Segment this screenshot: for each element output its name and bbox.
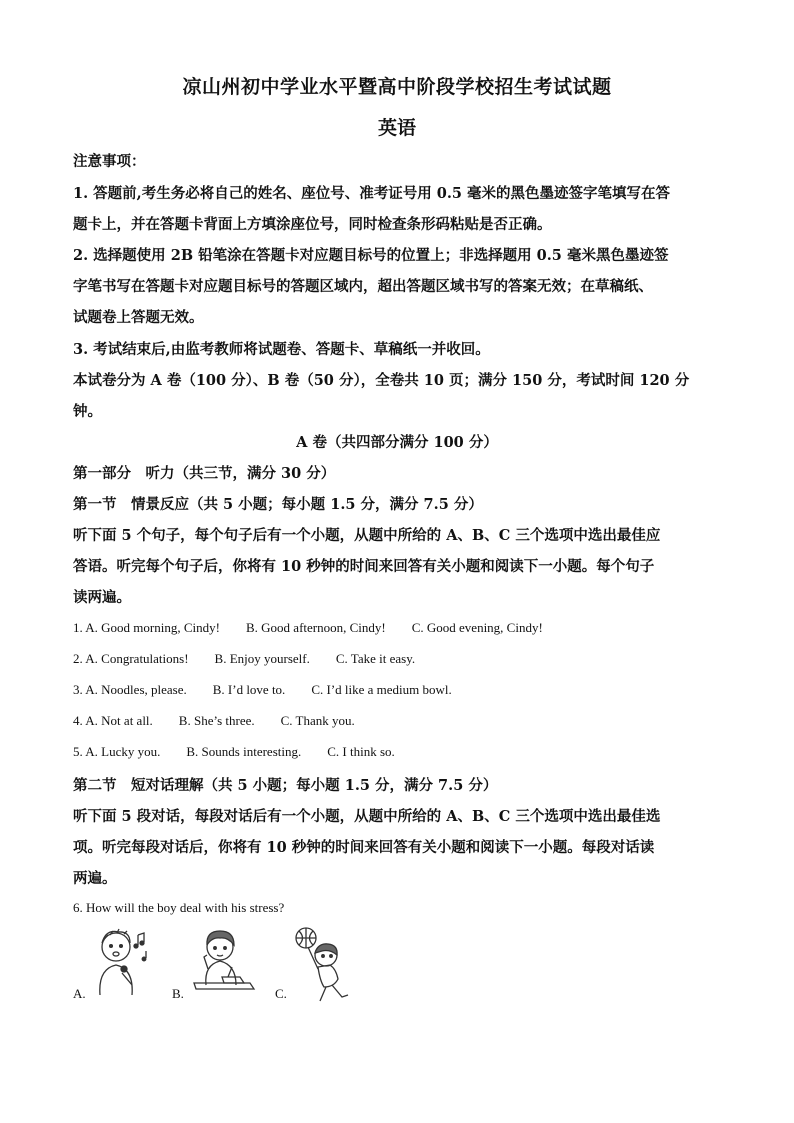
exam-info-line-1: 本试卷分为 A 卷（100 分）、B 卷（50 分），全卷共 10 页；满分 150 分，考试时间 120 分 xyxy=(73,372,690,389)
section-1-instruction-line-3: 读两遍。 xyxy=(73,589,131,606)
note-item-3: 3. 考试结束后,由监考教师将试题卷、答题卡、草稿纸一并收回。 xyxy=(73,341,490,358)
exam-info-line-2: 钟。 xyxy=(73,403,102,420)
picture-b-label: B. xyxy=(172,986,184,1001)
section-1-instruction-line-1: 听下面 5 个句子，每个句子后有一个小题，从题中所给的 A、B、C 三个选项中选出最佳应 xyxy=(73,527,661,544)
section-2-instruction-line-3: 两遍。 xyxy=(73,870,117,887)
part-1-heading: 第一部分 听力（共三节，满分 30 分） xyxy=(73,465,336,482)
note-item-2-line-2: 字笔书写在答题卡对应题目标号的答题区域内，超出答题区域书写的答案无效；在草稿纸、 xyxy=(73,278,653,295)
studying-boy-picture xyxy=(188,925,260,997)
question-6: 6. How will the boy deal with his stress? xyxy=(73,900,285,915)
question-4-option-c: C. Thank you. xyxy=(280,713,355,728)
question-1 xyxy=(73,620,543,636)
question-2-option-a: 2. A. Congratulations! xyxy=(73,651,189,666)
section-1-heading: 第一节 情景反应（共 5 小题；每小题 1.5 分，满分 7.5 分） xyxy=(73,496,483,513)
note-item-1-line-1: 1. 答题前,考生务必将自己的姓名、座位号、准考证号用 0.5 毫米的黑色墨迹签字笔填写在答 xyxy=(73,185,671,202)
picture-a-label: A. xyxy=(73,986,86,1001)
page-title: 凉山州初中学业水平暨高中阶段学校招生考试试题 xyxy=(182,76,612,98)
question-5-option-b: B. Sounds interesting. xyxy=(186,744,302,759)
picture-c-label: C. xyxy=(275,986,287,1001)
notes-heading: 注意事项： xyxy=(73,153,146,170)
section-2-instruction-line-2: 项。听完每段对话后，你将有 10 秒钟的时间来回答有关小题和阅读下一小题。每段对话读 xyxy=(73,839,655,856)
question-4-option-b: B. She’s three. xyxy=(178,713,255,728)
section-2-instruction-line-1: 听下面 5 段对话，每段对话后有一个小题，从题中所给的 A、B、C 三个选项中选出最佳选 xyxy=(73,808,661,825)
question-2-option-b: B. Enjoy yourself. xyxy=(214,651,310,666)
question-1-option-c: C. Good evening, Cindy! xyxy=(411,620,543,635)
question-5 xyxy=(73,744,395,760)
note-item-2-line-3: 试题卷上答题无效。 xyxy=(73,309,204,326)
section-2-heading: 第二节 短对话理解（共 5 小题；每小题 1.5 分，满分 7.5 分） xyxy=(73,777,498,794)
question-2-option-c: C. Take it easy. xyxy=(335,651,416,666)
question-4-option-a: 4. A. Not at all. xyxy=(73,713,153,728)
question-1-option-b: B. Good afternoon, Cindy! xyxy=(245,620,386,635)
question-3 xyxy=(73,682,452,698)
singing-boy-picture xyxy=(86,925,156,1000)
question-1-option-a: 1. A. Good morning, Cindy! xyxy=(73,620,220,635)
question-3-option-c: C. I’d like a medium bowl. xyxy=(311,682,452,697)
question-5-option-c: C. I think so. xyxy=(327,744,395,759)
note-item-1-line-2: 题卡上，并在答题卡背面上方填涂座位号，同时检查条形码粘贴是否正确。 xyxy=(73,216,552,233)
question-3-option-b: B. I’d love to. xyxy=(212,682,286,697)
note-item-2-line-1: 2. 选择题使用 2B 铅笔涂在答题卡对应题目标号的位置上；非选择题用 0.5 毫米黑色墨迹签 xyxy=(73,247,669,264)
question-4 xyxy=(73,713,355,729)
question-2 xyxy=(73,651,415,667)
section-a-heading: A 卷（共四部分满分 100 分） xyxy=(296,434,498,451)
question-3-option-a: 3. A. Noodles, please. xyxy=(73,682,187,697)
section-1-instruction-line-2: 答语。听完每个句子后，你将有 10 秒钟的时间来回答有关小题和阅读下一小题。每个句子 xyxy=(73,558,655,575)
subject-title: 英语 xyxy=(377,117,416,139)
basketball-boy-picture xyxy=(290,925,360,1005)
question-5-option-a: 5. A. Lucky you. xyxy=(73,744,161,759)
